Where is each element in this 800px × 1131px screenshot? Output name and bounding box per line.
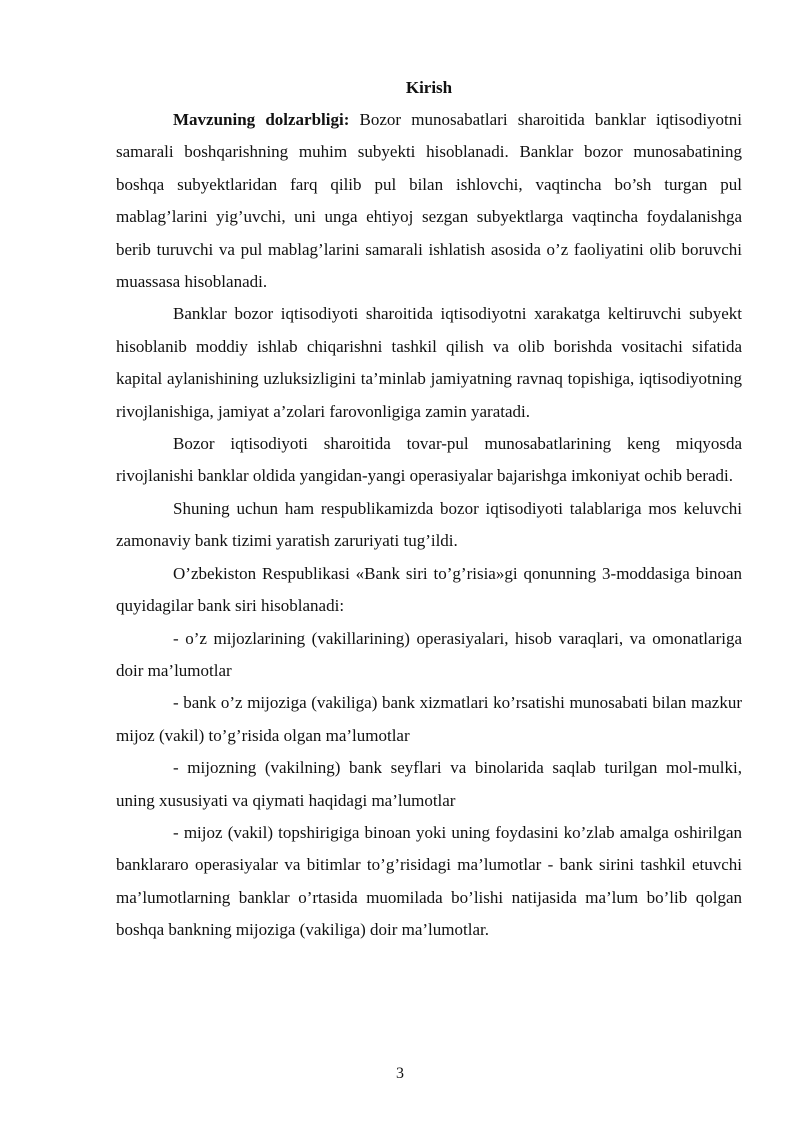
document-page bbox=[116, 72, 742, 947]
paragraph-banks-role: Banklar bozor iqtisodiyoti sharoitida iqtisodiyotni xarakatga keltiruvchi subyekt hisoblanib moddiy ishlab chiqarishni tashkil qilish va olib borishda vositachi sifatida kapital aylanishining uzluksizligini ta’minlab jamiyatning ravnaq topishiga, iqtisodiyotning rivojlanishiga, jamiyat a’zolari farovonligiga zamin yaratadi. bbox=[116, 304, 742, 421]
relevance-lead: Mavzuning dolzarbligi: bbox=[173, 110, 350, 129]
paragraph-text: Bozor munosabatlari sharoitida banklar iqtisodiyotni samarali boshqarishning muhim subyekti hisoblanadi. Banklar bozor munosabatining boshqa subyektlaridan farq qilib pul bilan ishlovchi, vaqtincha bo’sh turgan pul mablag’larini yig’uvchi, uni unga ehtiyoj sezgan subyektlarga vaqtincha foydalanishga berib turuvchi va pul mablag’larini samarali ishlatish asosida o’z faoliyatini olib boruvchi muassasa hisoblanadi. bbox=[116, 110, 742, 292]
section-title: Kirish bbox=[405, 78, 453, 97]
list-item-safe-deposit: - mijozning (vakilning) bank seyflari va binolarida saqlab turilgan mol-mulki, uning xususiyati va qiymati haqidagi ma’lumotlar bbox=[116, 758, 742, 810]
paragraph-relevance bbox=[116, 104, 742, 298]
paragraph-bank-system: Shuning uchun ham respublikamizda bozor iqtisodiyoti talablariga mos keluvchi zamonaviy bank tizimi yaratish zaruriyati tug’ildi. bbox=[116, 498, 742, 551]
paragraph-bank-secrecy-law: O’zbekiston Respublikasi «Bank siri to’g’risia»gi qonunning 3-moddasiga binoan quyidagilar bank siri hisoblanadi: bbox=[116, 563, 742, 616]
list-item-interbank-operations: - mijoz (vakil) topshirigiga binoan yoki uning foydasini ko’zlab amalga oshirilgan banklararo operasiyalar va bitimlar to’g’risidagi ma’lumotlar - bank sirini tashkil etuvchi ma’lumotlarning banklar o’rtasida muomilada bo’lishi natijasida ma’lum bo’lib qolgan boshqa bankning mijoziga (vakiliga) doir ma’lumotlar. bbox=[116, 822, 742, 940]
list-item-client-info: - bank o’z mijoziga (vakiliga) bank xizmatlari ko’rsatishi munosabati bilan mazkur mijoz (vakil) to’g’risida olgan ma’lumotlar bbox=[116, 693, 742, 745]
page-number: 3 bbox=[396, 1065, 404, 1082]
list-item-client-operations: - o’z mijozlarining (vakillarining) operasiyalari, hisob varaqlari, va omonatlariga doir ma’lumotlar bbox=[116, 628, 742, 680]
paragraph-market-economy: Bozor iqtisodiyoti sharoitida tovar-pul munosabatlarining keng miqyosda rivojlanishi banklar oldida yangidan-yangi operasiyalar bajarishga imkoniyat ochib beradi. bbox=[116, 434, 742, 486]
